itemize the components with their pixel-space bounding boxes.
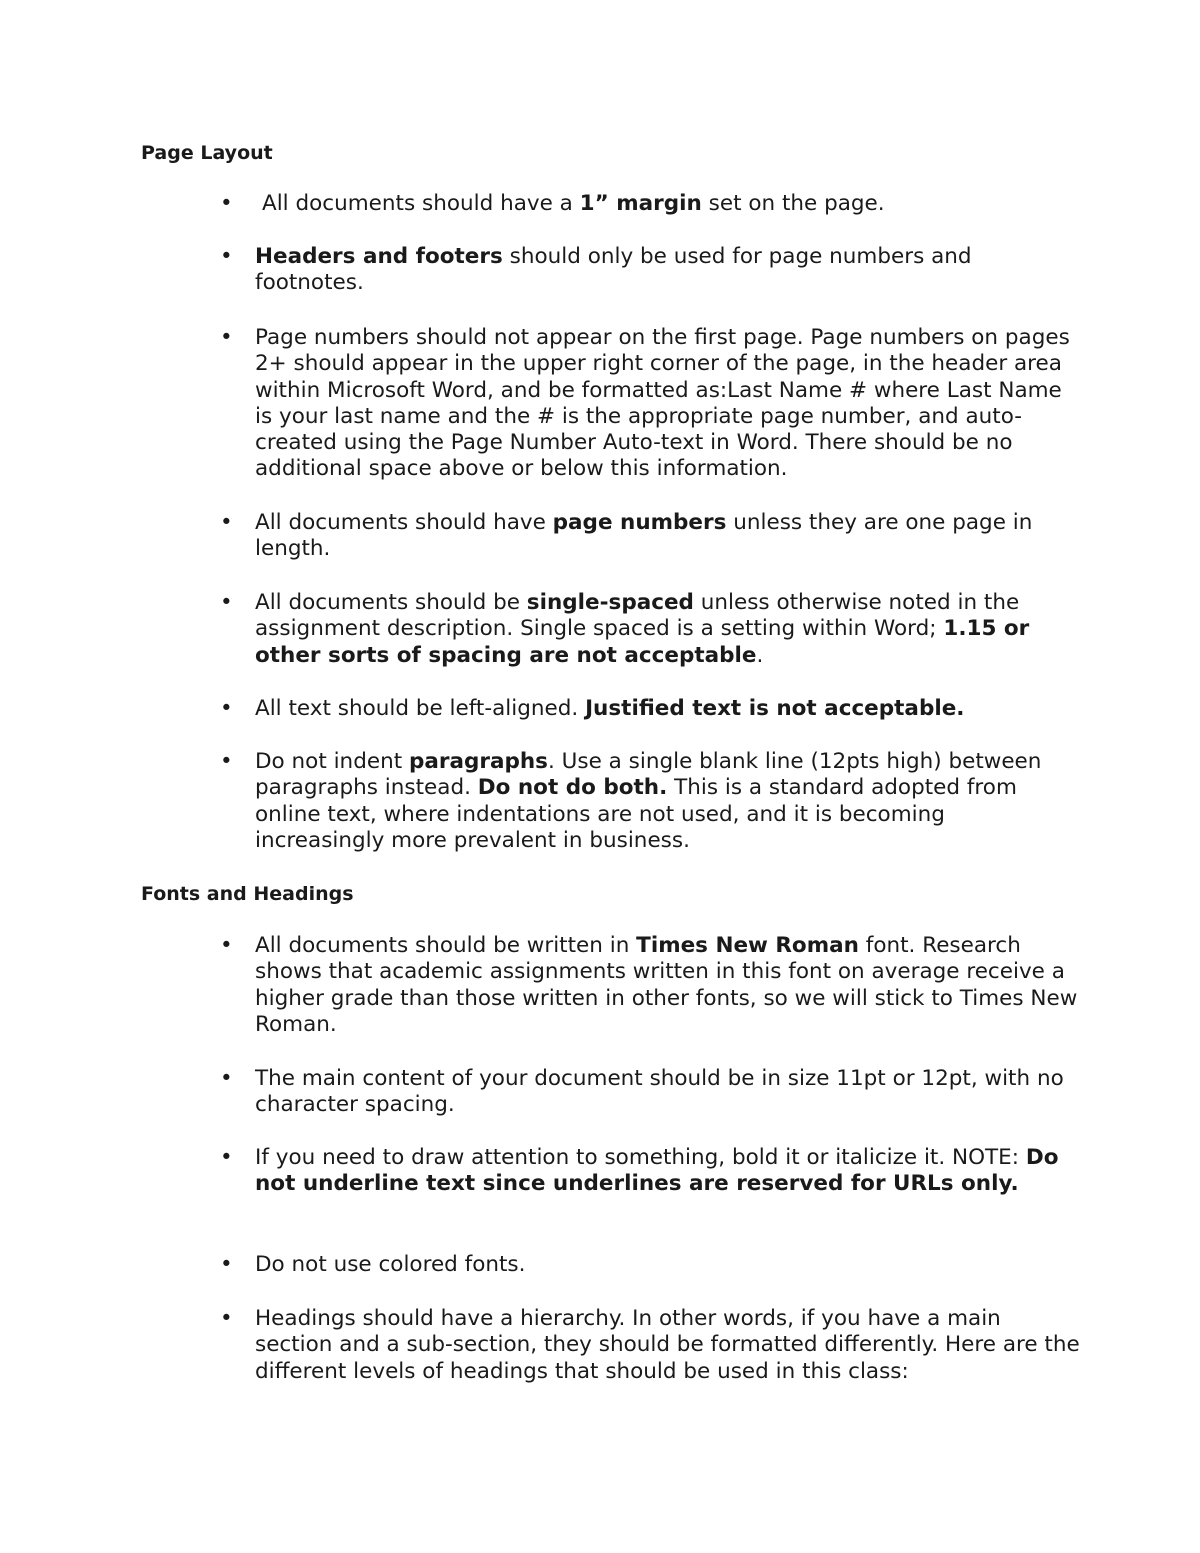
list-item (220, 590, 1080, 669)
section-heading-page-layout: Page Layout (141, 142, 273, 164)
bullet-icon: • (220, 510, 233, 535)
list-item (220, 244, 1080, 297)
bullet-icon: • (220, 1252, 233, 1277)
bullet-icon: • (220, 696, 233, 721)
list-item (220, 749, 1080, 854)
list-item (220, 325, 1080, 483)
list-item-text: All text should be left-aligned. Justified text is not acceptable. (255, 696, 965, 721)
list-item (220, 1252, 1080, 1278)
bullet-icon: • (220, 1145, 233, 1170)
bullet-icon: • (220, 244, 233, 269)
section-heading-fonts-and-headings: Fonts and Headings (141, 883, 354, 905)
list-item-text: Headings should have a hierarchy. In other words, if you have a main section and a sub-section, they should be formatted differently. Here are the different levels of headings that should be used in this class: (255, 1306, 1080, 1384)
list-item-text: All documents should be written in Times New Roman font. Research shows that academic assignments written in this font on average receive a higher grade than those written in other fonts, so we will stick to Times New Roman. (255, 933, 1078, 1037)
bullet-icon: • (220, 325, 233, 350)
list-item-text: The main content of your document should be in size 11pt or 12pt, with no character spacing. (255, 1066, 1064, 1118)
bullet-icon: • (220, 749, 233, 774)
list-item-text: If you need to draw attention to something, bold it or italicize it. NOTE: Do not underline text since underlines are reserved for URLs only. (255, 1145, 1059, 1197)
list-item (220, 696, 1080, 722)
list-item (220, 191, 1080, 217)
list-item (220, 1145, 1080, 1198)
list-item (220, 1306, 1080, 1385)
list-item-text: Headers and footers should only be used for page numbers and footnotes. (255, 244, 972, 296)
list-item-text: All documents should be single-spaced unless otherwise noted in the assignment description. Single spaced is a setting within Word; 1.15 or other sorts of spacing are not acceptable. (255, 590, 1030, 668)
bullet-icon: • (220, 1306, 233, 1331)
list-item (220, 510, 1080, 563)
list-item-text: Do not use colored fonts. (255, 1252, 526, 1277)
list-item-text: All documents should have a 1” margin set on the page. (262, 191, 885, 216)
list-item-text: Do not indent paragraphs. Use a single blank line (12pts high) between paragraphs instead. Do not do both. This is a standard adopted from online text, where indentations are not used, and it is becoming increasingly more prevalent in business. (255, 749, 1042, 853)
bullet-icon: • (220, 191, 233, 216)
list-item (220, 1066, 1080, 1119)
bullet-icon: • (220, 590, 233, 615)
bullet-icon: • (220, 1066, 233, 1091)
bullet-icon: • (220, 933, 233, 958)
list-item-text: Page numbers should not appear on the first page. Page numbers on pages 2+ should appear in the upper right corner of the page, in the header area within Microsoft Word, and be formatted as:Last Name # where Last Name is your last name and the # is the appropriate page number, and auto-created using the Page Number Auto-text in Word. There should be no additional space above or below this information. (255, 325, 1070, 482)
list-item-text: All documents should have page numbers unless they are one page in length. (255, 510, 1033, 562)
list-item (220, 933, 1080, 1038)
